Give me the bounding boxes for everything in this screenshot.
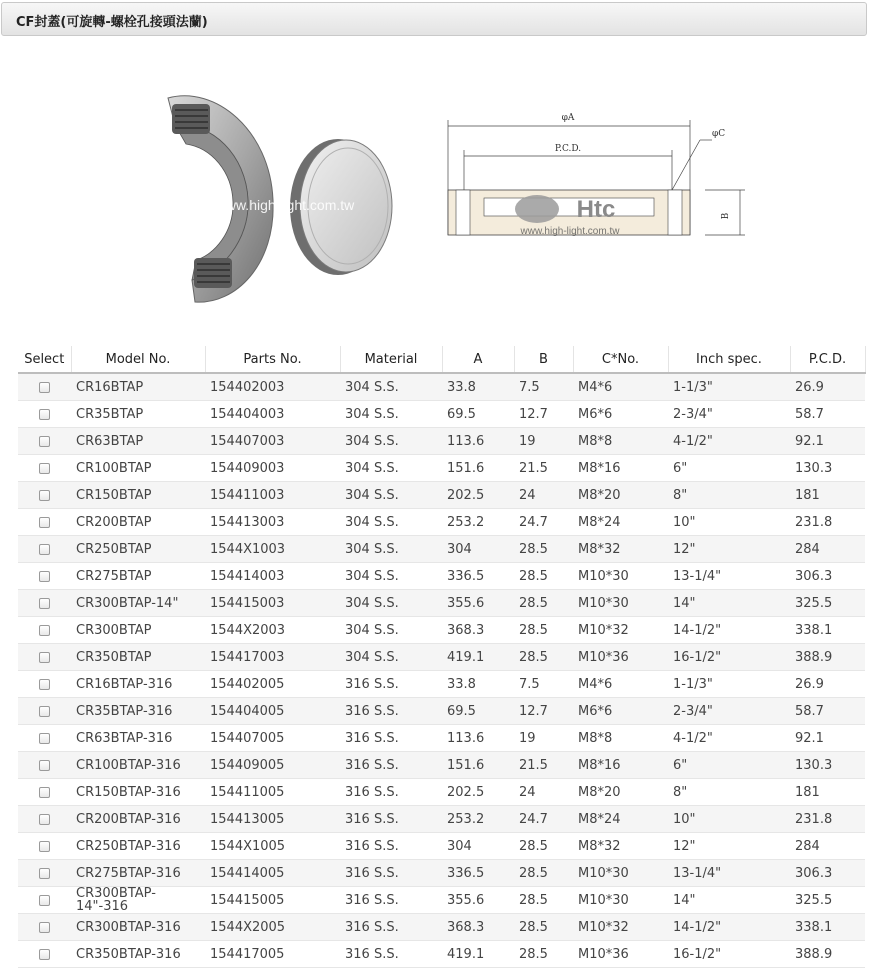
table-row (18, 455, 865, 482)
table-row (18, 833, 865, 860)
table-cell: 12.7 (514, 698, 573, 725)
table-row (18, 590, 865, 617)
page-title: CF封蓋(可旋轉-螺栓孔接頭法蘭) (16, 15, 208, 30)
table-cell: 8" (668, 779, 790, 806)
table-cell: 13-1/4" (668, 860, 790, 887)
table-cell: 28.5 (514, 644, 573, 671)
table-cell: 28.5 (514, 536, 573, 563)
select-cell (18, 373, 71, 401)
table-cell: 284 (790, 833, 865, 860)
table-cell: 325.5 (790, 590, 865, 617)
select-checkbox[interactable] (39, 409, 50, 420)
table-cell: 154411005 (205, 779, 340, 806)
table-row (18, 887, 865, 914)
table-cell: 19 (514, 428, 573, 455)
table-cell: 58.7 (790, 698, 865, 725)
table-cell: M10*36 (573, 644, 668, 671)
table-cell: 1544X1005 (205, 833, 340, 860)
table-cell: 154404003 (205, 401, 340, 428)
table-cell: 151.6 (442, 752, 514, 779)
table-cell: 130.3 (790, 455, 865, 482)
table-cell: 316 S.S. (340, 860, 442, 887)
table-cell: M10*30 (573, 887, 668, 914)
table-cell: M10*32 (573, 914, 668, 941)
table-cell: 181 (790, 779, 865, 806)
select-cell (18, 833, 71, 860)
table-cell: 336.5 (442, 563, 514, 590)
table-cell: 1544X2003 (205, 617, 340, 644)
table-cell: 16-1/2" (668, 644, 790, 671)
table-cell: 419.1 (442, 644, 514, 671)
table-cell: 28.5 (514, 617, 573, 644)
select-checkbox[interactable] (39, 598, 50, 609)
table-cell: 10" (668, 806, 790, 833)
table-cell: M6*6 (573, 401, 668, 428)
select-cell (18, 725, 71, 752)
table-cell: 316 S.S. (340, 779, 442, 806)
table-cell: 316 S.S. (340, 887, 442, 914)
table-cell: M10*30 (573, 860, 668, 887)
column-header: B (514, 346, 573, 373)
table-cell: CR350BTAP (71, 644, 205, 671)
table-cell: 154414003 (205, 563, 340, 590)
table-cell: 316 S.S. (340, 671, 442, 698)
table-body (18, 373, 865, 968)
table-cell: 154404005 (205, 698, 340, 725)
select-checkbox[interactable] (39, 517, 50, 528)
table-cell: 154411003 (205, 482, 340, 509)
table-cell: 325.5 (790, 887, 865, 914)
table-row (18, 752, 865, 779)
table-row (18, 779, 865, 806)
column-header: A (442, 346, 514, 373)
table-cell: CR200BTAP-316 (71, 806, 205, 833)
table-cell: 154409005 (205, 752, 340, 779)
table-cell: 14-1/2" (668, 914, 790, 941)
table-cell: 368.3 (442, 914, 514, 941)
table-cell: 338.1 (790, 914, 865, 941)
select-cell (18, 671, 71, 698)
table-row (18, 563, 865, 590)
select-cell (18, 455, 71, 482)
table-cell: 28.5 (514, 914, 573, 941)
table-cell: 336.5 (442, 860, 514, 887)
select-checkbox[interactable] (39, 787, 50, 798)
table-cell: 253.2 (442, 806, 514, 833)
dim-pcd-label: P.C.D. (554, 144, 582, 154)
dim-a-label: φA (561, 113, 575, 123)
table-cell: 28.5 (514, 860, 573, 887)
table-cell: 130.3 (790, 752, 865, 779)
table-cell: 1544X2005 (205, 914, 340, 941)
table-cell: 58.7 (790, 401, 865, 428)
table-cell: 388.9 (790, 644, 865, 671)
table-cell: 24.7 (514, 509, 573, 536)
table-cell: 26.9 (790, 373, 865, 401)
watermark-right: www.high-light.com.tw (520, 226, 620, 237)
table-row (18, 509, 865, 536)
table-cell: 1-1/3" (668, 671, 790, 698)
table-cell: 306.3 (790, 563, 865, 590)
table-cell: M10*36 (573, 941, 668, 968)
table-cell: M8*20 (573, 482, 668, 509)
table-cell: 6" (668, 752, 790, 779)
table-cell: CR300BTAP (71, 617, 205, 644)
select-checkbox[interactable] (39, 814, 50, 825)
table-cell: 7.5 (514, 671, 573, 698)
table-row (18, 725, 865, 752)
table-cell: 6" (668, 455, 790, 482)
table-cell: 306.3 (790, 860, 865, 887)
table-cell: CR300BTAP-316 (71, 914, 205, 941)
table-row (18, 860, 865, 887)
watermark-left: www.high-light.com.tw (215, 197, 355, 213)
column-header: Model No. (71, 346, 205, 373)
table-cell: M8*32 (573, 833, 668, 860)
table-cell: 10" (668, 509, 790, 536)
table-cell: 13-1/4" (668, 563, 790, 590)
select-cell (18, 806, 71, 833)
table-cell: 419.1 (442, 941, 514, 968)
select-cell (18, 617, 71, 644)
table-cell: 154413005 (205, 806, 340, 833)
table-row (18, 536, 865, 563)
table-cell: 113.6 (442, 428, 514, 455)
table-cell: M8*24 (573, 509, 668, 536)
table-row (18, 617, 865, 644)
table-cell: 7.5 (514, 373, 573, 401)
table-cell: CR350BTAP-316 (71, 941, 205, 968)
table-cell: 92.1 (790, 725, 865, 752)
table-cell: 154402005 (205, 671, 340, 698)
column-header: P.C.D. (790, 346, 865, 373)
select-cell (18, 428, 71, 455)
table-cell: 154407003 (205, 428, 340, 455)
table-cell: 316 S.S. (340, 806, 442, 833)
table-cell: 368.3 (442, 617, 514, 644)
table-cell: 8" (668, 482, 790, 509)
product-figure (0, 40, 875, 340)
table-cell: 14-1/2" (668, 617, 790, 644)
table-cell: CR275BTAP-316 (71, 860, 205, 887)
table-cell: 154413003 (205, 509, 340, 536)
table-cell: 33.8 (442, 671, 514, 698)
select-checkbox[interactable] (39, 463, 50, 474)
table-cell: 21.5 (514, 455, 573, 482)
table-cell: 2-3/4" (668, 401, 790, 428)
table-cell: 316 S.S. (340, 752, 442, 779)
table-cell: M8*32 (573, 536, 668, 563)
table-cell: 24 (514, 482, 573, 509)
table-cell: 69.5 (442, 401, 514, 428)
table-header-row (18, 346, 865, 373)
table-cell: 231.8 (790, 806, 865, 833)
table-cell: M8*20 (573, 779, 668, 806)
table-cell: 12.7 (514, 401, 573, 428)
table-cell: CR150BTAP (71, 482, 205, 509)
table-cell: 26.9 (790, 671, 865, 698)
table-cell: 304 S.S. (340, 482, 442, 509)
table-cell: 14" (668, 590, 790, 617)
select-checkbox[interactable] (39, 922, 50, 933)
column-header: Parts No. (205, 346, 340, 373)
table-cell: M8*8 (573, 725, 668, 752)
product-table (18, 346, 866, 968)
column-header: C*No. (573, 346, 668, 373)
select-checkbox[interactable] (39, 436, 50, 447)
select-cell (18, 698, 71, 725)
table-cell: M8*24 (573, 806, 668, 833)
table-cell: 316 S.S. (340, 941, 442, 968)
select-cell (18, 536, 71, 563)
select-cell (18, 914, 71, 941)
table-cell: 14" (668, 887, 790, 914)
table-cell: 316 S.S. (340, 914, 442, 941)
select-checkbox[interactable] (39, 544, 50, 555)
page-title-bar (1, 2, 867, 36)
select-cell (18, 644, 71, 671)
table-cell: 304 S.S. (340, 401, 442, 428)
table-cell: 304 S.S. (340, 455, 442, 482)
select-cell (18, 482, 71, 509)
table-cell: 181 (790, 482, 865, 509)
table-cell: 151.6 (442, 455, 514, 482)
table-cell: 1544X1003 (205, 536, 340, 563)
table-cell: 304 S.S. (340, 428, 442, 455)
select-checkbox[interactable] (39, 571, 50, 582)
table-cell: 154415003 (205, 590, 340, 617)
select-checkbox[interactable] (39, 706, 50, 717)
table-cell: CR16BTAP-316 (71, 671, 205, 698)
dim-b-label: B (721, 212, 731, 220)
table-row (18, 373, 865, 401)
table-cell: 28.5 (514, 590, 573, 617)
table-cell: 388.9 (790, 941, 865, 968)
table-cell: M8*8 (573, 428, 668, 455)
select-cell (18, 509, 71, 536)
select-cell (18, 590, 71, 617)
table-row (18, 428, 865, 455)
select-checkbox[interactable] (39, 382, 50, 393)
select-checkbox[interactable] (39, 679, 50, 690)
table-row (18, 671, 865, 698)
table-row (18, 941, 865, 968)
table-cell: 33.8 (442, 373, 514, 401)
select-checkbox[interactable] (39, 625, 50, 636)
table-cell: 304 S.S. (340, 373, 442, 401)
table-cell: 304 S.S. (340, 509, 442, 536)
table-cell: 316 S.S. (340, 698, 442, 725)
table-cell: CR275BTAP (71, 563, 205, 590)
table-cell: 2-3/4" (668, 698, 790, 725)
table-cell: 253.2 (442, 509, 514, 536)
select-cell (18, 563, 71, 590)
table-cell: CR63BTAP-316 (71, 725, 205, 752)
table-cell: 154414005 (205, 860, 340, 887)
table-cell: CR63BTAP (71, 428, 205, 455)
table-cell: 154417005 (205, 941, 340, 968)
table-cell: 304 S.S. (340, 617, 442, 644)
table-cell: 19 (514, 725, 573, 752)
table-cell: 28.5 (514, 941, 573, 968)
table-cell: 202.5 (442, 779, 514, 806)
table-cell: 202.5 (442, 482, 514, 509)
table-cell: 24.7 (514, 806, 573, 833)
table-cell: CR35BTAP (71, 401, 205, 428)
table-cell: 304 (442, 536, 514, 563)
table-cell: 92.1 (790, 428, 865, 455)
select-cell (18, 779, 71, 806)
table-cell: CR100BTAP-316 (71, 752, 205, 779)
table-cell: 28.5 (514, 887, 573, 914)
select-checkbox[interactable] (39, 733, 50, 744)
table-cell: M8*16 (573, 455, 668, 482)
table-row (18, 698, 865, 725)
table-cell: M6*6 (573, 698, 668, 725)
table-cell: 28.5 (514, 563, 573, 590)
table-cell: 355.6 (442, 887, 514, 914)
table-cell: 154407005 (205, 725, 340, 752)
table-cell: 355.6 (442, 590, 514, 617)
table-cell: 154402003 (205, 373, 340, 401)
table-cell: 154417003 (205, 644, 340, 671)
table-cell: CR150BTAP-316 (71, 779, 205, 806)
table-cell: 4-1/2" (668, 725, 790, 752)
table-cell: 12" (668, 536, 790, 563)
dim-c-label: φC (712, 129, 726, 139)
table-cell: M4*6 (573, 671, 668, 698)
column-header: Select (18, 346, 71, 373)
table-cell: CR200BTAP (71, 509, 205, 536)
table-cell: 4-1/2" (668, 428, 790, 455)
table-cell: 316 S.S. (340, 833, 442, 860)
table-cell: M10*30 (573, 590, 668, 617)
table-cell: CR16BTAP (71, 373, 205, 401)
table-cell: CR100BTAP (71, 455, 205, 482)
table-cell: M10*30 (573, 563, 668, 590)
select-checkbox[interactable] (39, 760, 50, 771)
select-checkbox[interactable] (39, 841, 50, 852)
select-checkbox[interactable] (39, 949, 50, 960)
table-cell: CR300BTAP-14"-316 (71, 887, 205, 914)
table-cell: 316 S.S. (340, 725, 442, 752)
select-cell (18, 860, 71, 887)
table-cell: CR35BTAP-316 (71, 698, 205, 725)
select-cell (18, 887, 71, 914)
table-row (18, 482, 865, 509)
column-header: Inch spec. (668, 346, 790, 373)
table-cell: 154409003 (205, 455, 340, 482)
select-cell (18, 401, 71, 428)
select-checkbox[interactable] (39, 868, 50, 879)
table-cell: 304 S.S. (340, 644, 442, 671)
table-row (18, 806, 865, 833)
table-cell: 338.1 (790, 617, 865, 644)
table-cell: 304 S.S. (340, 536, 442, 563)
select-checkbox[interactable] (39, 895, 50, 906)
table-cell: CR250BTAP-316 (71, 833, 205, 860)
table-cell: 304 S.S. (340, 590, 442, 617)
table-row (18, 644, 865, 671)
table-cell: 304 S.S. (340, 563, 442, 590)
table-cell: M8*16 (573, 752, 668, 779)
select-cell (18, 752, 71, 779)
table-cell: 69.5 (442, 698, 514, 725)
table-cell: 21.5 (514, 752, 573, 779)
table-cell: 24 (514, 779, 573, 806)
table-cell: 28.5 (514, 833, 573, 860)
table-cell: M10*32 (573, 617, 668, 644)
select-checkbox[interactable] (39, 490, 50, 501)
table-cell: 12" (668, 833, 790, 860)
table-row (18, 401, 865, 428)
table-cell: 231.8 (790, 509, 865, 536)
table-cell: 154415005 (205, 887, 340, 914)
table-cell: M4*6 (573, 373, 668, 401)
table-cell: 304 (442, 833, 514, 860)
select-checkbox[interactable] (39, 652, 50, 663)
select-cell (18, 941, 71, 968)
table-cell: 113.6 (442, 725, 514, 752)
table-cell: CR300BTAP-14" (71, 590, 205, 617)
column-header: Material (340, 346, 442, 373)
table-cell: CR250BTAP (71, 536, 205, 563)
htc-logo: Htc (576, 196, 616, 223)
table-cell: 1-1/3" (668, 373, 790, 401)
table-cell: 16-1/2" (668, 941, 790, 968)
table-cell: 284 (790, 536, 865, 563)
table-row (18, 914, 865, 941)
